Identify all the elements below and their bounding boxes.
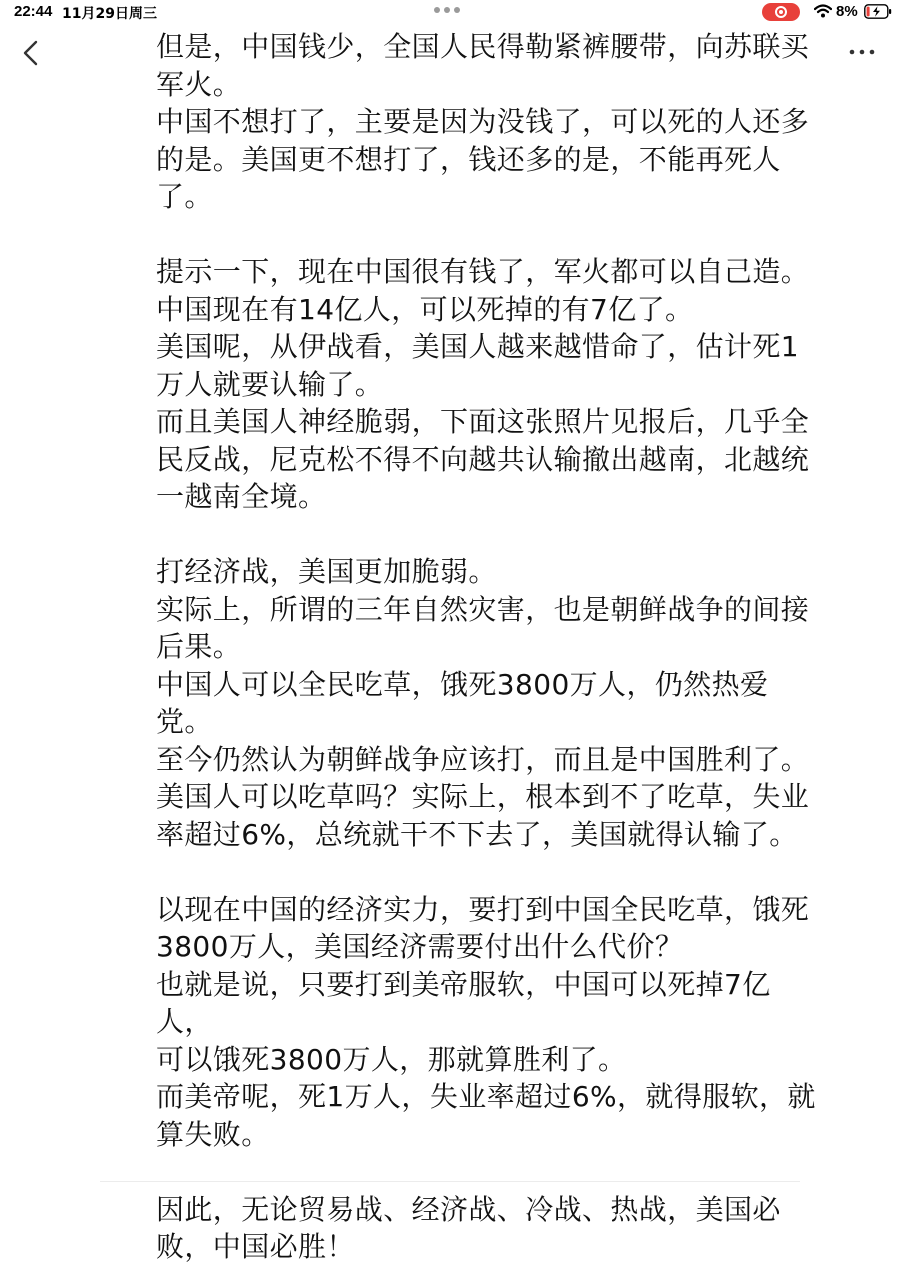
article-paragraph: 中国现在有14亿人，可以死掉的有7亿了。 — [156, 292, 694, 326]
article-paragraph: 实际上，所谓的三年自然灾害，也是朝鲜战争的间接 后果。 — [156, 592, 810, 663]
paragraph-spacer — [156, 853, 816, 891]
article-paragraph: 而且美国人神经脆弱，下面这张照片见报后，几乎全 民反战，尼克松不得不向越共认输撤出越南，北越统 一越南全境。 — [156, 405, 810, 513]
paragraph-spacer — [156, 1153, 816, 1191]
wifi-icon — [814, 4, 832, 18]
status-date: 11月29日周三 — [62, 6, 157, 22]
article-paragraph: 因此，无论贸易战、经济战、冷战、热战，美国必 败，中国必胜！ — [156, 1192, 781, 1263]
back-button[interactable] — [16, 36, 46, 70]
paragraph-spacer — [156, 516, 816, 554]
article-paragraph: 美国呢，从伊战看，美国人越来越惜命了，估计死1 万人就要认输了。 — [156, 330, 800, 401]
status-time: 22:44 — [14, 3, 53, 20]
article-paragraph: 以现在中国的经济实力，要打到中国全民吃草，饿死 3800万人，美国经济需要付出什么代价？ — [156, 892, 810, 963]
article-paragraph: 也就是说，只要打到美帝服软，中国可以死掉7亿人， 可以饿死3800万人，那就算胜利了。 — [156, 967, 771, 1076]
record-icon[interactable] — [762, 3, 800, 21]
battery-charging-icon — [864, 4, 892, 19]
multitasking-dots-icon[interactable] — [434, 3, 466, 17]
battery-percent: 8% — [836, 3, 858, 20]
article-body — [156, 28, 816, 1266]
article-paragraph: 美国人可以吃草吗？实际上，根本到不了吃草，失业 率超过6%，总统就干不下去了，美国就得认输了。 — [156, 780, 810, 851]
status-bar — [0, 0, 900, 26]
article-paragraph: 提示一下，现在中国很有钱了，军火都可以自己造。 — [156, 255, 810, 288]
article-paragraph: 而美帝呢，死1万人，失业率超过6%，就得服软，就 算失败。 — [156, 1080, 816, 1151]
article-paragraph: 至今仍然认为朝鲜战争应该打，而且是中国胜利了。 — [156, 742, 810, 776]
article-paragraph: 中国人可以全民吃草，饿死3800万人，仍然热爱党。 — [156, 667, 769, 738]
divider — [100, 1181, 800, 1182]
article-paragraph: 但是，中国钱少，全国人民得勒紧裤腰带，向苏联买 军火。 — [156, 30, 810, 101]
paragraph-spacer — [156, 216, 816, 254]
more-button[interactable] — [846, 40, 878, 64]
article-paragraph: 中国不想打了，主要是因为没钱了，可以死的人还多 的是。美国更不想打了，钱还多的是，不能再死人 了。 — [156, 105, 810, 213]
article-paragraph: 打经济战，美国更加脆弱。 — [156, 555, 497, 588]
